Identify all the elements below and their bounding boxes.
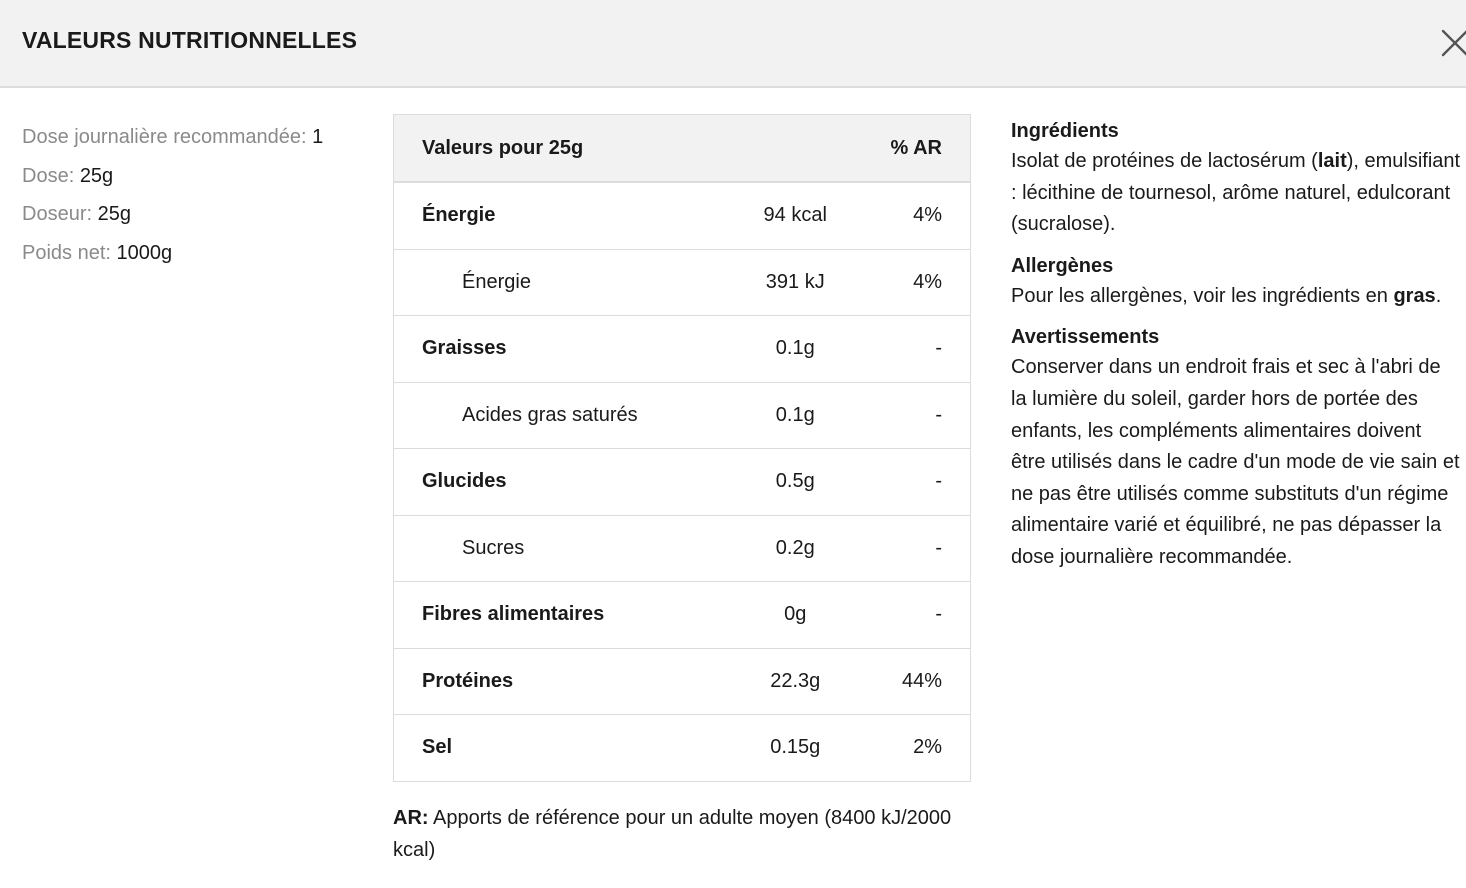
nutrient-name: Protéines [394, 648, 746, 715]
allergens-title: Allergènes [1011, 254, 1114, 277]
meta-value: 1 [312, 126, 324, 148]
meta-net-weight [22, 234, 382, 273]
nutrient-name: Glucides [394, 449, 746, 516]
text-fragment: Isolat de protéines de lactosérum ( [1011, 150, 1318, 172]
meta-label: Dose journalière recommandée: [22, 126, 307, 148]
meta-value: 25g [79, 164, 114, 187]
warnings-title: Avertissements [1011, 326, 1160, 349]
table-row [394, 249, 971, 316]
nutrient-value: 22.3g [746, 648, 845, 715]
nutrient-name: Sel [394, 715, 746, 782]
warnings-text [1011, 352, 1461, 573]
nutrient-name: Acides gras saturés [394, 382, 746, 449]
table-row [394, 582, 971, 649]
text-fragment: . [1435, 284, 1442, 307]
table-row [394, 715, 971, 782]
text-fragment: ), emulsifiant : lécithine de tournesol, arôme naturel, edulcorant (sucralose). [1011, 150, 1461, 236]
table-header-row [394, 115, 971, 183]
nutrient-value: 0.1g [746, 316, 845, 383]
nutrient-name: Fibres alimentaires [394, 582, 746, 649]
meta-scoop [22, 195, 382, 234]
product-meta [22, 118, 382, 272]
close-icon [1436, 26, 1466, 60]
nutrient-value: 94 kcal [763, 204, 827, 227]
nutrient-ar: - [845, 515, 971, 582]
allergen-highlight: lait [1317, 150, 1347, 172]
nutrient-name: Énergie [394, 249, 746, 316]
nutrient-name: Énergie [422, 204, 496, 227]
nutrient-ar: - [845, 582, 971, 649]
product-info [1011, 116, 1461, 584]
ar-footnote-text: Apports de référence pour un adulte moyen (8400 kJ/2000 kcal) [393, 807, 952, 861]
ingredients-text [1011, 146, 1461, 241]
nutrient-ar: - [845, 382, 971, 449]
nutrient-value: 391 kJ [746, 249, 845, 316]
column-header-ar: % AR [845, 115, 971, 183]
text-fragment: Pour les allergènes, voir les ingrédients en [1011, 284, 1394, 307]
close-button[interactable] [1436, 26, 1466, 60]
table-row [394, 449, 971, 516]
nutrient-value: 0.5g [746, 449, 845, 516]
ingredients-section [1011, 116, 1461, 241]
nutrient-ar: 2% [845, 715, 971, 782]
nutrient-value: 0g [746, 582, 845, 649]
nutrient-ar: - [845, 449, 971, 516]
nutrient-ar: 4% [913, 204, 942, 227]
text-fragment: Conserver dans un endroit frais et sec à l'abri de la lumière du soleil, garder hors de portée des enfants, les compléments alimentaires doivent être utilisés dans le cadre d'un mode de vie sain et ne pas être utilisés comme substituts d'un régime alimentaire varié et équilibré, ne pas dépasser la dose journalière recommandée. [1011, 356, 1460, 568]
column-header-name: Valeurs pour 25g [394, 115, 746, 183]
nutrient-ar: 4% [845, 249, 971, 316]
meta-dose [22, 157, 382, 196]
meta-daily-dose [22, 118, 382, 157]
table-row [394, 316, 971, 383]
nutrient-value: 0.2g [746, 515, 845, 582]
table-row [394, 515, 971, 582]
nutrient-ar: - [845, 316, 971, 383]
nutrient-value: 0.1g [746, 382, 845, 449]
meta-label: Poids net: [22, 241, 111, 264]
modal-title: VALEURS NUTRITIONNELLES [22, 27, 358, 53]
table-body [394, 182, 971, 781]
table-row [394, 648, 971, 715]
warnings-section [1011, 322, 1461, 573]
nutrient-ar: 44% [845, 648, 971, 715]
meta-value: 25g [97, 203, 131, 225]
meta-value: 1000g [116, 241, 173, 264]
table-row [394, 182, 971, 249]
modal-header [0, 0, 1466, 88]
ar-footnote [393, 802, 953, 866]
meta-label: Dose: [22, 164, 75, 187]
ingredients-title: Ingrédients [1011, 120, 1119, 142]
allergens-text [1011, 281, 1461, 313]
column-header-value [746, 115, 845, 183]
nutrient-name: Sucres [394, 515, 746, 582]
nutrient-value: 0.15g [746, 715, 845, 782]
nutrient-name: Graisses [394, 316, 746, 383]
nutrition-table [393, 114, 971, 782]
ar-footnote-label: AR: [393, 807, 429, 829]
allergens-section [1011, 251, 1461, 313]
meta-label: Doseur: [22, 203, 93, 225]
bold-keyword: gras [1393, 284, 1436, 307]
table-row [394, 382, 971, 449]
